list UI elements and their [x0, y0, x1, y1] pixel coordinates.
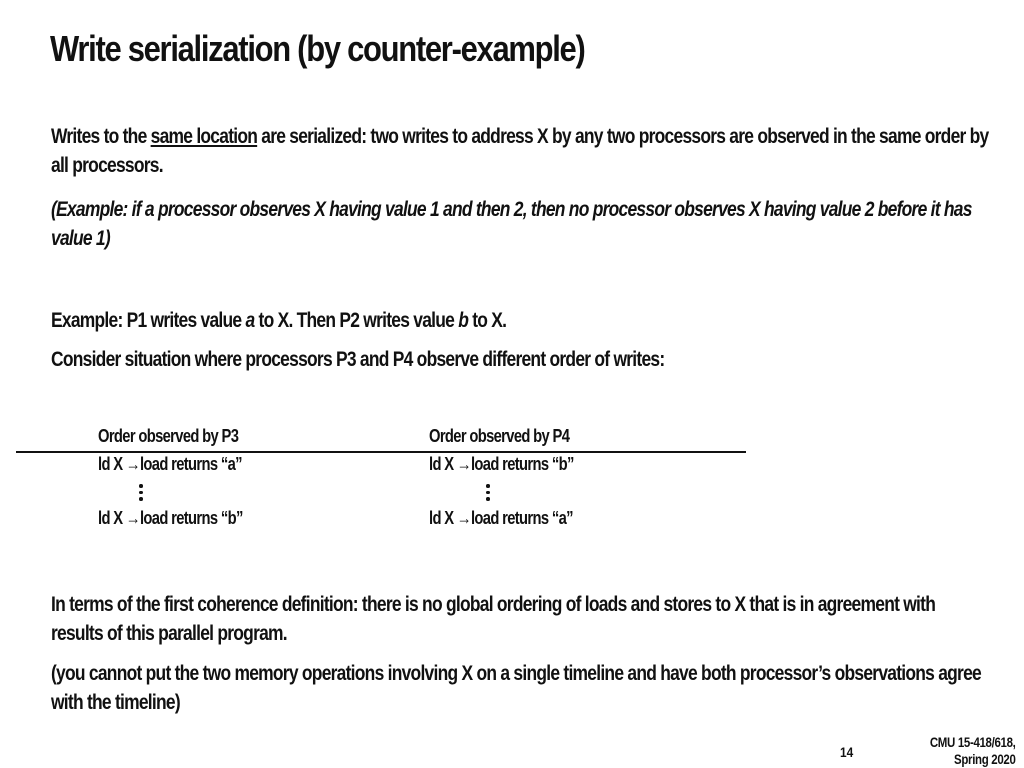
- example-text-1: Example: P1 writes value: [51, 309, 246, 332]
- table-divider: [16, 451, 746, 453]
- p3-header: Order observed by P3: [98, 426, 239, 446]
- example-text-3: to X.: [468, 309, 507, 332]
- definition-text-end: are serialized: two writes to address X by any two processors are observed in the same order by all processors.: [51, 125, 989, 177]
- example-line: [51, 306, 989, 335]
- coherence-note: (you cannot put the two memory operations involving X on a single timeline and have both processor’s observations agree with the timeline): [51, 662, 981, 714]
- p4-row-2: ld X →load returns “a”: [429, 508, 573, 528]
- example-text-2: to X. Then P2 writes value: [254, 309, 459, 332]
- page-number: 14: [840, 744, 854, 760]
- p3-ellipsis-icon: [139, 484, 145, 502]
- p4-ellipsis-icon: [486, 484, 492, 502]
- definition-paragraph: [51, 122, 989, 180]
- definition-example: (Example: if a processor observes X having value 1 and then 2, then no processor observes X having value 2 before it has value 1): [51, 198, 972, 250]
- consider-line: Consider situation where processors P3 and P4 observe different order of writes:: [51, 348, 665, 371]
- p4-row-1: ld X →load returns “b”: [429, 454, 574, 474]
- p3-row-2: ld X →load returns “b”: [98, 508, 243, 528]
- definition-underlined-term: same location: [150, 125, 258, 148]
- example-var-b: b: [458, 309, 469, 332]
- course-line-1: CMU 15-418/618,: [930, 734, 1016, 750]
- coherence-paragraph: In terms of the first coherence definition: there is no global ordering of loads and stores to X that is in agreement with results of this parallel program.: [51, 593, 936, 645]
- slide-title: Write serialization (by counter-example): [50, 28, 585, 69]
- course-line-2: Spring 2020: [954, 751, 1016, 767]
- p3-row-1: ld X →load returns “a”: [98, 454, 242, 474]
- p4-header: Order observed by P4: [429, 426, 570, 446]
- example-var-a: a: [245, 309, 255, 332]
- course-label: [930, 734, 1016, 768]
- definition-text-start: Writes to the: [51, 125, 151, 148]
